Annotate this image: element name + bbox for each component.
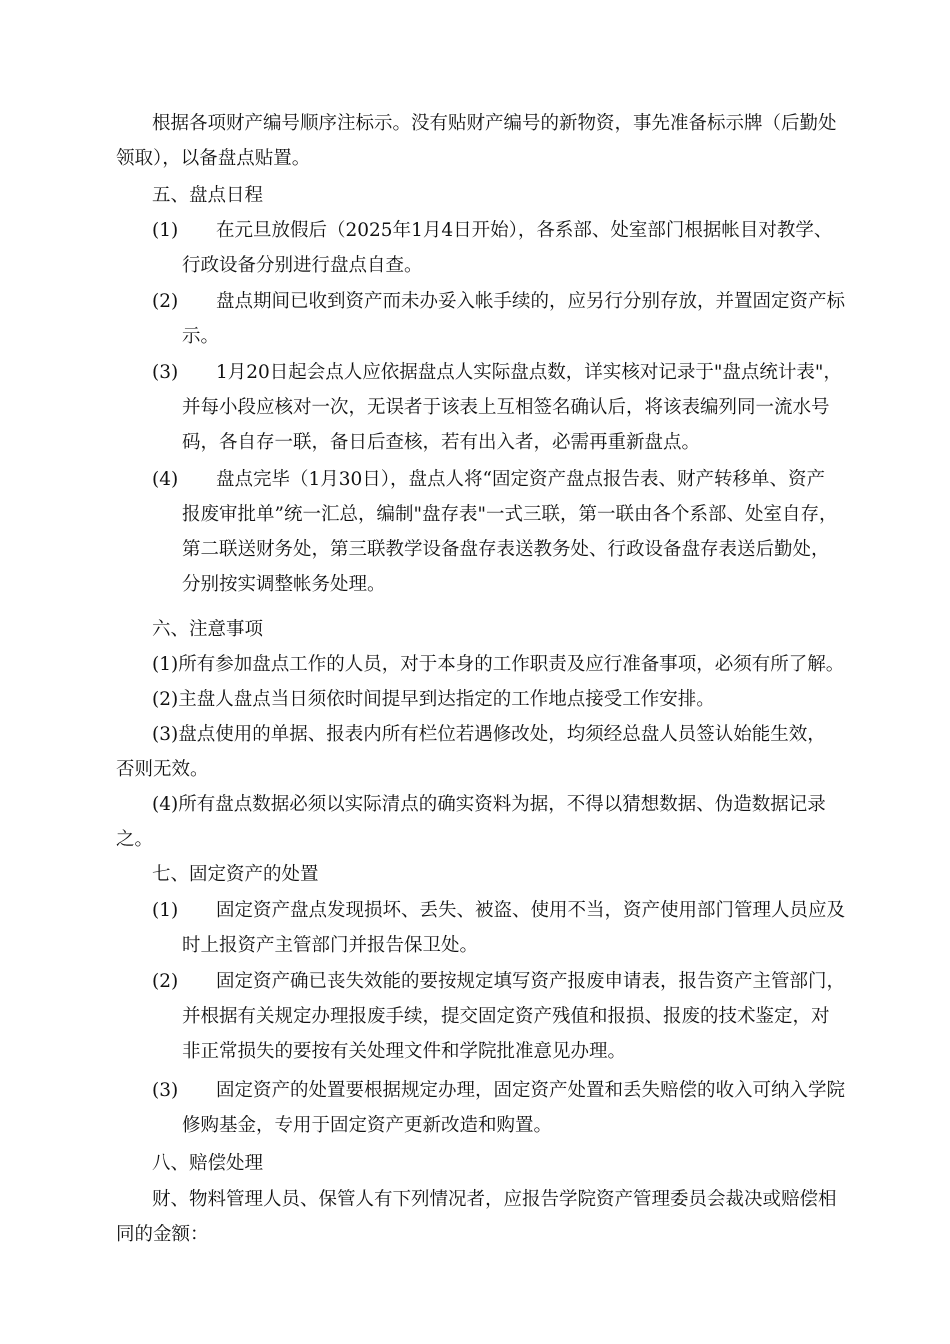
text-line: 固定资产盘点发现损坏、丢失、被盗、使用不当，资产使用部门管理人员应及	[216, 900, 846, 921]
text-line: 非正常损失的要按有关处理文件和学院批准意见办理。	[182, 1041, 627, 1062]
note-item-1	[116, 647, 876, 682]
text-line: 盘点完毕（1月30日），盘点人将“固定资产盘点报告表、财产转移单、资产	[216, 469, 826, 490]
item-number: (3)	[152, 362, 179, 383]
text-line: 财、物料管理人员、保管人有下列情况者，应报告学院资产管理委员会裁决或赔偿相	[152, 1189, 837, 1210]
item-number: (2)	[152, 291, 179, 312]
section-heading-schedule: 五、盘点日程	[152, 185, 264, 206]
schedule-item-4	[116, 462, 876, 602]
text-line: 在元旦放假后（2025年1月4日开始），各系部、处室部门根据帐目对教学、	[216, 220, 833, 241]
text-line: 码，各自存一联，备日后查核，若有出入者，必需再重新盘点。	[182, 432, 701, 453]
text-line: 根据各项财产编号顺序注标示。没有贴财产编号的新物资，事先准备标示牌（后勤处	[152, 113, 837, 134]
text-line: 之。	[116, 829, 154, 850]
text-line: 固定资产确已丧失效能的要按规定填写资产报废申请表，报告资产主管部门，	[216, 971, 846, 992]
text-line: 同的金额：	[116, 1224, 209, 1245]
schedule-item-1	[116, 213, 876, 283]
text-line: 时上报资产主管部门并报告保卫处。	[182, 935, 479, 956]
disposal-item-2	[116, 964, 876, 1069]
section-heading-compensation: 八、赔偿处理	[152, 1153, 264, 1174]
text-line: 否则无效。	[116, 759, 209, 780]
text-line: 第二联送财务处，第三联教学设备盘存表送教务处、行政设备盘存表送后勤处，	[182, 539, 830, 560]
text-line: 并每小段应核对一次，无误者于该表上互相签名确认后，将该表编列同一流水号	[182, 397, 830, 418]
section-heading-notes: 六、注意事项	[152, 619, 264, 640]
intro-paragraph	[116, 106, 876, 176]
schedule-item-2	[116, 284, 876, 354]
item-number: (1)	[152, 220, 179, 241]
text-line: 领取），以备盘点贴置。	[116, 148, 311, 169]
text-line: 分别按实调整帐务处理。	[182, 574, 386, 595]
text-line: 报废审批单”统一汇总，编制"盘存表"一式三联，第一联由各个系部、处室自存，	[182, 504, 838, 525]
text-line: 示。	[182, 326, 220, 347]
note-item-3	[116, 717, 876, 787]
text-line: (2)主盘人盘点当日须依时间提早到达指定的工作地点接受工作安排。	[152, 689, 715, 710]
note-item-2	[116, 682, 876, 717]
text-line: 修购基金，专用于固定资产更新改造和购置。	[182, 1115, 553, 1136]
text-line: 盘点期间已收到资产而未办妥入帐手续的，应另行分别存放，并置固定资产标	[216, 291, 846, 312]
section-heading-disposal: 七、固定资产的处置	[152, 864, 319, 885]
disposal-item-3	[116, 1073, 876, 1143]
item-number: (4)	[152, 469, 179, 490]
note-item-4	[116, 787, 876, 857]
text-line: 固定资产的处置要根据规定办理，固定资产处置和丢失赔偿的收入可纳入学院	[216, 1080, 846, 1101]
item-number: (3)	[152, 1080, 179, 1101]
text-line: 并根据有关规定办理报废手续，提交固定资产残值和报损、报废的技术鉴定，对	[182, 1006, 830, 1027]
compensation-paragraph	[116, 1182, 876, 1252]
text-line: 行政设备分别进行盘点自查。	[182, 255, 423, 276]
item-number: (1)	[152, 900, 179, 921]
item-number: (2)	[152, 971, 179, 992]
schedule-item-3	[116, 355, 876, 460]
text-line: (3)盘点使用的单据、报表内所有栏位若遇修改处，均须经总盘人员签认始能生效，	[152, 724, 826, 745]
text-line: 1月20日起会点人应依据盘点人实际盘点数，详实核对记录于"盘点统计表"，	[216, 362, 842, 383]
disposal-item-1	[116, 893, 876, 963]
text-line: (4)所有盘点数据必须以实际清点的确实资料为据，不得以猜想数据、伪造数据记录	[152, 794, 826, 815]
text-line: (1)所有参加盘点工作的人员，对于本身的工作职责及应行准备事项，必须有所了解。	[152, 654, 845, 675]
